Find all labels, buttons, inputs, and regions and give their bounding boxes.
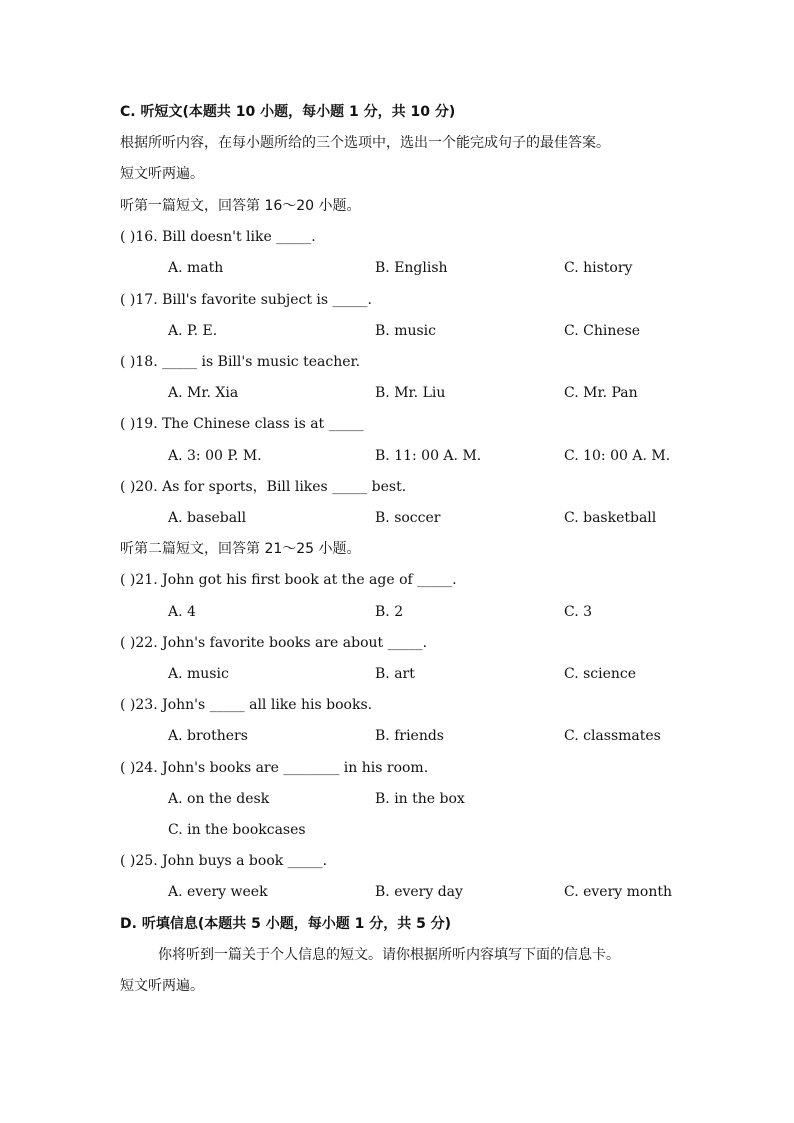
question-16-stem: ( )16. Bill doesn't like _____. — [120, 229, 316, 245]
section-d-heading: D. 听填信息(本题共 5 小题，每小题 1 分，共 5 分) — [120, 916, 452, 932]
section-d-repeat-note: 短文听两遍。 — [120, 978, 204, 994]
question-21-stem: ( )21. John got his first book at the age of _____. — [120, 572, 457, 588]
question-23-option-a: A. brothers — [168, 728, 248, 744]
question-20-option-a: A. baseball — [168, 510, 247, 526]
question-17-option-a: A. P. E. — [168, 323, 218, 339]
question-16-option-b: B. English — [375, 260, 448, 276]
question-22-option-b: B. art — [375, 666, 415, 682]
question-25-option-a: A. every week — [168, 884, 268, 900]
question-19-option-b: B. 11: 00 A. M. — [375, 448, 482, 464]
question-23-option-b: B. friends — [375, 728, 444, 744]
question-19-stem: ( )19. The Chinese class is at _____ — [120, 416, 364, 432]
question-18-option-a: A. Mr. Xia — [168, 385, 239, 401]
question-25-option-c: C. every month — [564, 884, 673, 900]
question-21-option-c: C. 3 — [564, 604, 593, 620]
question-22-option-a: A. music — [168, 666, 229, 682]
section-c-instruction: 根据所听内容，在每小题所给的三个选项中，选出一个能完成句子的最佳答案。 — [120, 135, 610, 151]
passage-1-intro: 听第一篇短文，回答第 16～20 小题。 — [120, 198, 361, 214]
question-19-option-c: C. 10: 00 A. M. — [564, 448, 671, 464]
question-20-option-c: C. basketball — [564, 510, 657, 526]
question-25-stem: ( )25. John buys a book _____. — [120, 853, 328, 869]
question-21-option-a: A. 4 — [168, 604, 196, 620]
question-23-option-c: C. classmates — [564, 728, 661, 744]
question-20-option-b: B. soccer — [375, 510, 441, 526]
passage-2-intro: 听第二篇短文，回答第 21～25 小题。 — [120, 541, 361, 557]
section-d-instruction: 你将听到一篇关于个人信息的短文。请你根据所听内容填写下面的信息卡。 — [158, 947, 620, 963]
question-22-stem: ( )22. John's favorite books are about _____. — [120, 635, 428, 651]
question-24-option-b: B. in the box — [375, 791, 465, 807]
question-23-stem: ( )23. John's _____ all like his books. — [120, 697, 373, 713]
question-24-option-a: A. on the desk — [168, 791, 270, 807]
section-c-repeat-note: 短文听两遍。 — [120, 166, 204, 182]
question-22-option-c: C. science — [564, 666, 637, 682]
question-17-option-b: B. music — [375, 323, 436, 339]
question-16-option-a: A. math — [168, 260, 224, 276]
question-18-option-b: B. Mr. Liu — [375, 385, 446, 401]
question-17-option-c: C. Chinese — [564, 323, 641, 339]
question-18-stem: ( )18. _____ is Bill's music teacher. — [120, 354, 361, 370]
question-21-option-b: B. 2 — [375, 604, 404, 620]
question-19-option-a: A. 3: 00 P. M. — [168, 448, 262, 464]
question-16-option-c: C. history — [564, 260, 633, 276]
question-24-stem: ( )24. John's books are ________ in his room. — [120, 760, 429, 776]
question-24-option-c: C. in the bookcases — [168, 822, 306, 838]
question-20-stem: ( )20. As for sports，Bill likes _____ best. — [120, 479, 407, 495]
question-17-stem: ( )17. Bill's favorite subject is _____. — [120, 292, 372, 308]
question-18-option-c: C. Mr. Pan — [564, 385, 638, 401]
section-c-heading: C. 听短文(本题共 10 小题，每小题 1 分，共 10 分) — [120, 104, 456, 120]
question-25-option-b: B. every day — [375, 884, 463, 900]
